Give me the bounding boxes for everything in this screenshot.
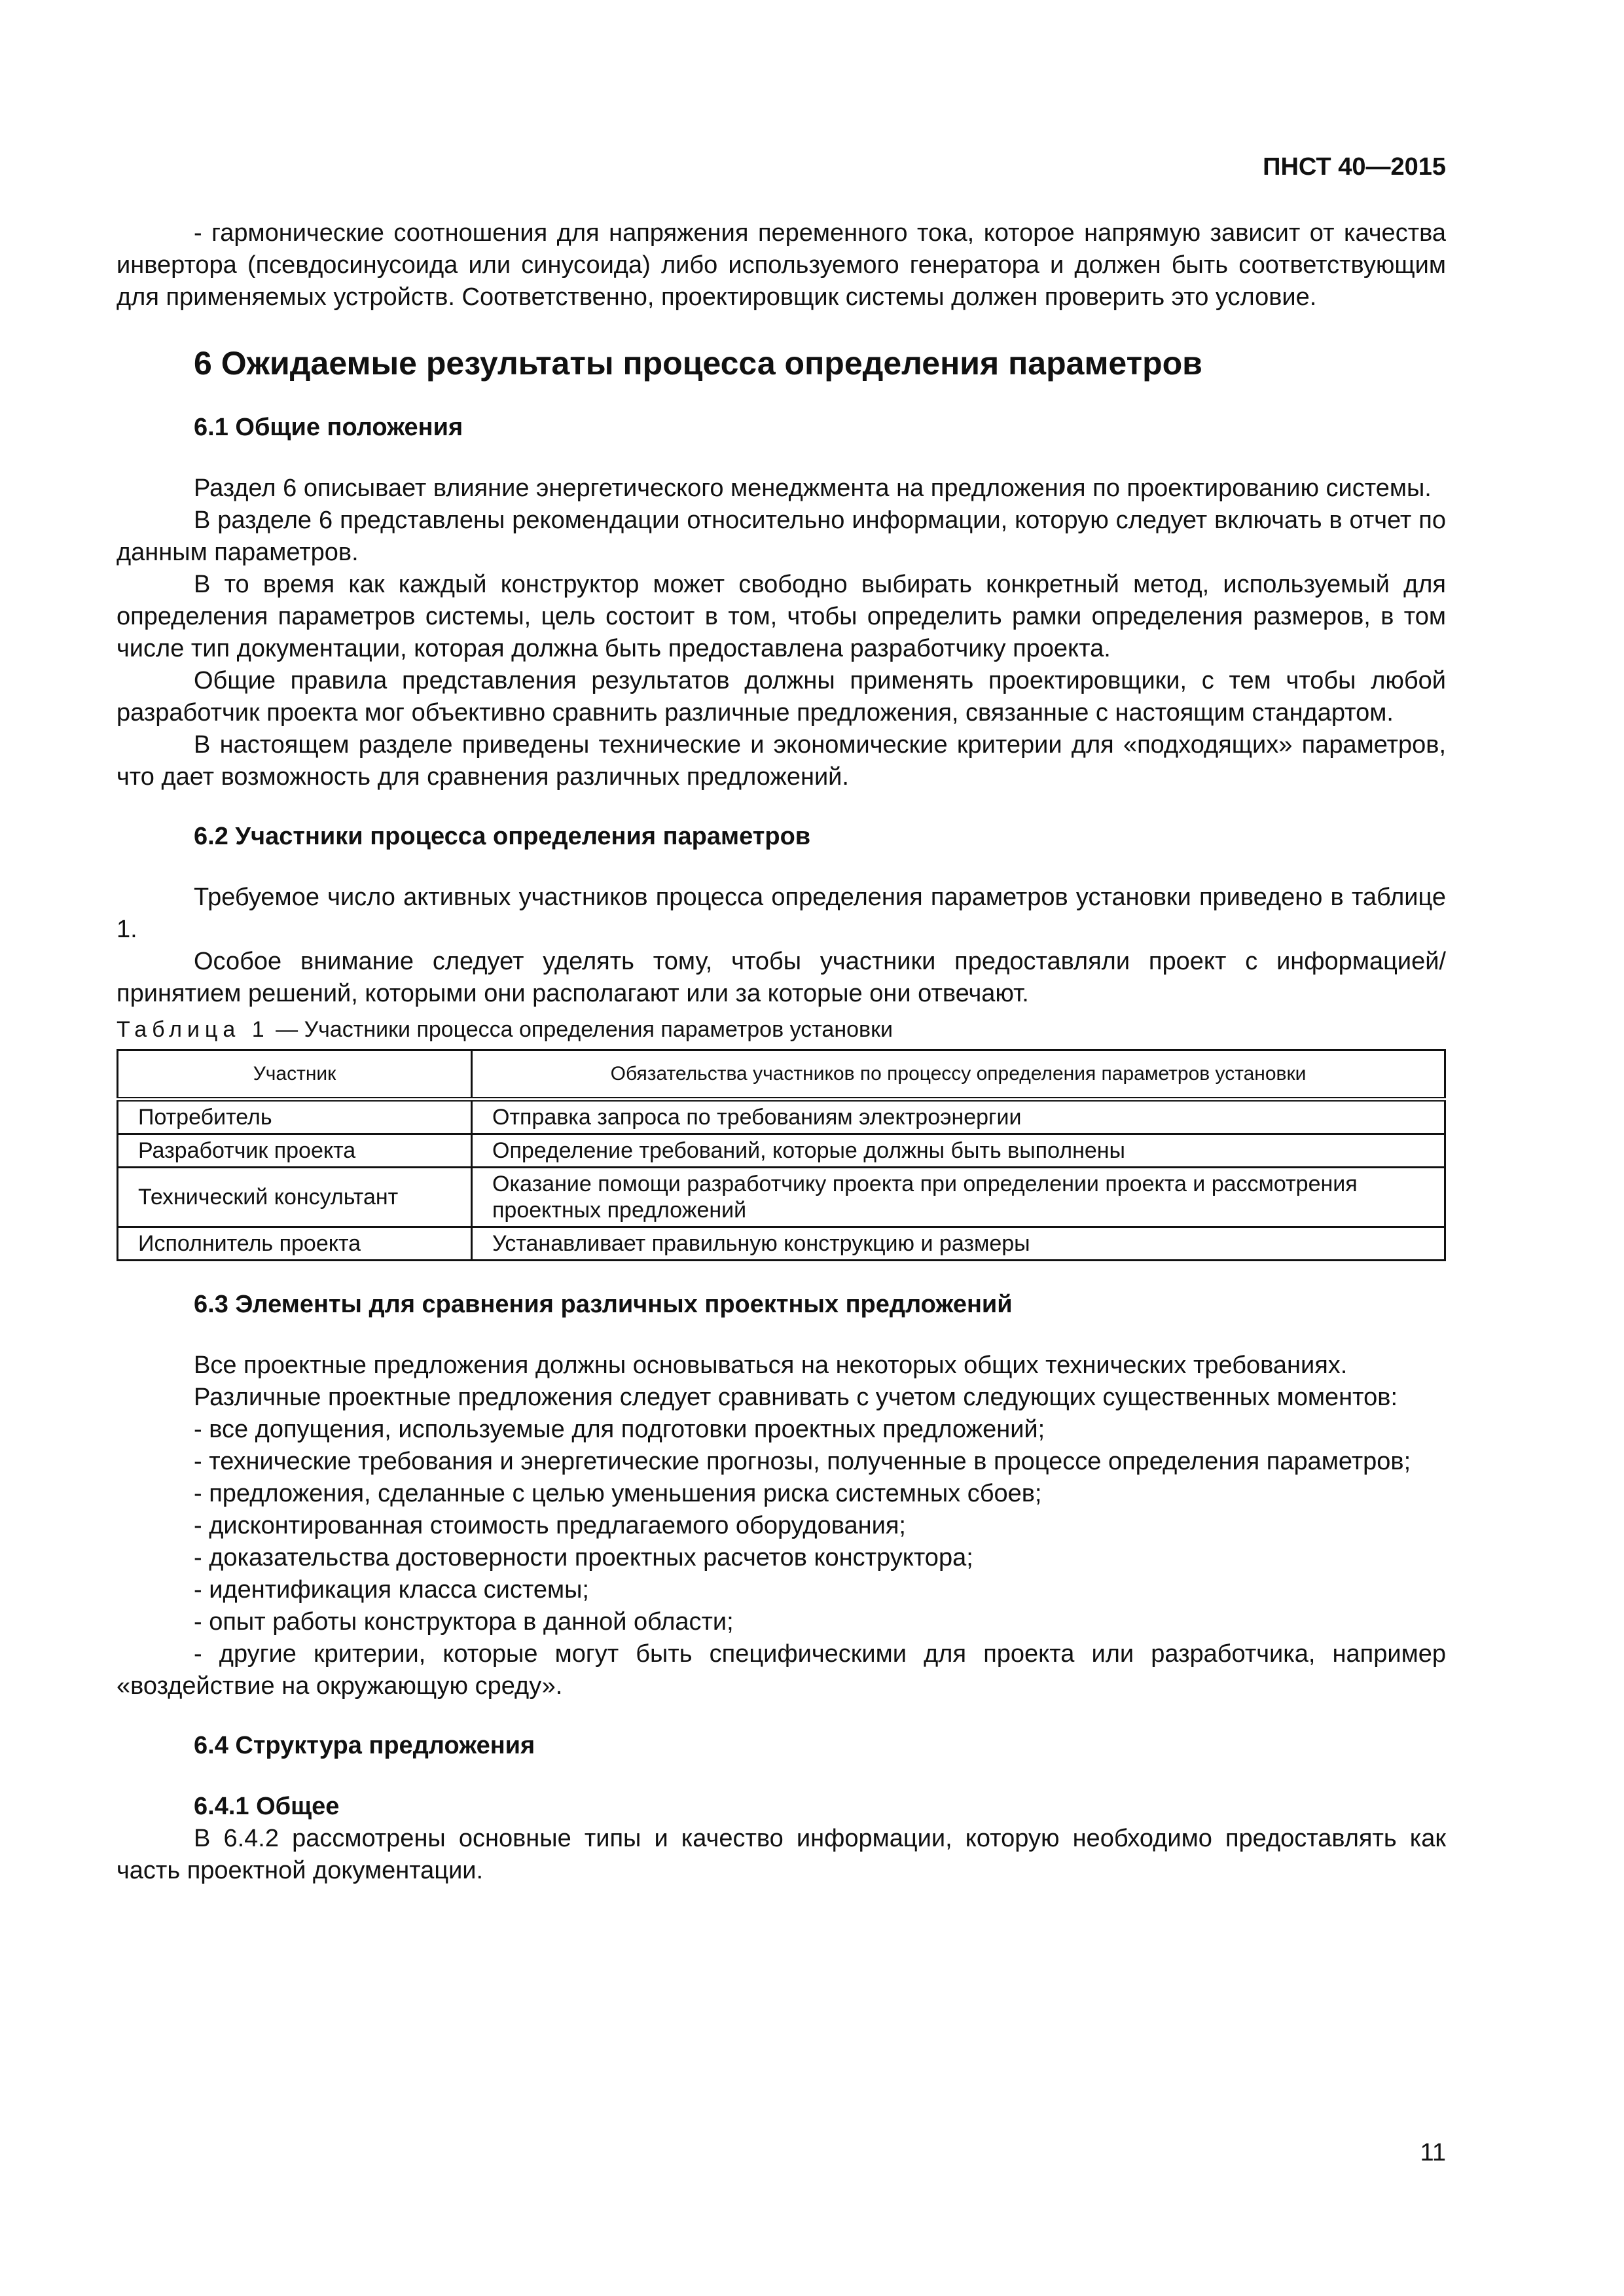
- paragraph: В 6.4.2 рассмотрены основные типы и качество информации, которую необходимо предоставлять как часть проектной документации.: [117, 1825, 1446, 1884]
- paragraph: Все проектные предложения должны основываться на некоторых общих технических требованиях.: [194, 1352, 1348, 1379]
- standard-code: ПНСТ 40—2015: [1263, 153, 1446, 181]
- paragraph: Общие правила представления результатов должны применять проектировщики, с тем чтобы любой разработчик проекта мог объективно сравнить различные предложения, связанные с настоящим стандартом.: [117, 667, 1446, 726]
- list-item: - другие критерии, которые могут быть специфическими для проекта или разработчика, например «воздействие на окружающую среду».: [117, 1640, 1446, 1700]
- table-caption-label: Таблица 1: [117, 1017, 270, 1042]
- table-header-cell: Обязательства участников по процессу определения параметров установки: [472, 1050, 1445, 1100]
- section-6-3-title: 6.3 Элементы для сравнения различных проектных предложений: [194, 1291, 1013, 1318]
- paragraph: Особое внимание следует уделять тому, чтобы участники предоставляли проект с информацией/принятием решений, которыми они располагают или за которые они отвечают.: [117, 948, 1446, 1007]
- table-row: [118, 1227, 1445, 1261]
- paragraph: Требуемое число активных участников процесса определения параметров установки приведено в таблице 1.: [117, 884, 1446, 943]
- table-cell: Отправка запроса по требованиям электроэнергии: [472, 1100, 1445, 1134]
- page-content: [117, 217, 1446, 1887]
- section-6-1-title: 6.1 Общие положения: [194, 414, 463, 441]
- list-item: - дисконтированная стоимость предлагаемого оборудования;: [194, 1512, 906, 1539]
- list-item: - доказательства достоверности проектных расчетов конструктора;: [194, 1544, 973, 1571]
- paragraph: Раздел 6 описывает влияние энергетического менеджмента на предложения по проектированию системы.: [194, 475, 1432, 502]
- page-number: 11: [1420, 2139, 1446, 2166]
- table-caption-text: — Участники процесса определения параметров установки: [269, 1017, 893, 1042]
- list-item: - предложения, сделанные с целью уменьшения риска системных сбоев;: [194, 1480, 1042, 1507]
- participants-table: [117, 1049, 1446, 1261]
- section-6-4-1-title: 6.4.1 Общее: [194, 1793, 340, 1820]
- table-cell: Определение требований, которые должны быть выполнены: [472, 1134, 1445, 1168]
- list-item: - технические требования и энергетические прогнозы, полученные в процессе определения параметров;: [194, 1448, 1411, 1475]
- section-6-2-title: 6.2 Участники процесса определения параметров: [194, 823, 811, 850]
- paragraph: Различные проектные предложения следует сравнивать с учетом следующих существенных моментов:: [194, 1384, 1398, 1411]
- list-item: - идентификация класса системы;: [194, 1576, 589, 1604]
- table-header-row: [118, 1050, 1445, 1100]
- table-cell: Потребитель: [118, 1100, 472, 1134]
- section-6-title: 6 Ожидаемые результаты процесса определения параметров: [194, 345, 1202, 382]
- intro-paragraph: - гармонические соотношения для напряжения переменного тока, которое напрямую зависит от качества инвертора (псевдосинусоида или синусоида) либо используемого генератора и должен быть соответствующим для применяемых устройств. Соответственно, проектировщик системы должен проверить это условие.: [117, 219, 1446, 311]
- paragraph: В разделе 6 представлены рекомендации относительно информации, которую следует включать в отчет по данным параметров.: [117, 507, 1446, 566]
- list-item: - все допущения, используемые для подготовки проектных предложений;: [194, 1416, 1045, 1443]
- table-row: [118, 1100, 1445, 1134]
- paragraph: В то время как каждый конструктор может свободно выбирать конкретный метод, используемый для определения параметров системы, цель состоит в том, чтобы определить рамки определения размеров, в том числе тип документации, которая должна быть предоставлена разработчику проекта.: [117, 571, 1446, 662]
- paragraph: В настоящем разделе приведены технические и экономические критерии для «подходящих» параметров, что дает возможность для сравнения различных предложений.: [117, 731, 1446, 791]
- section-6-4-title: 6.4 Структура предложения: [194, 1732, 535, 1759]
- table-caption: [117, 1016, 1446, 1043]
- table-row: [118, 1168, 1445, 1227]
- table-cell: Разработчик проекта: [118, 1134, 472, 1168]
- table-cell: Устанавливает правильную конструкцию и размеры: [472, 1227, 1445, 1261]
- table-header-cell: Участник: [118, 1050, 472, 1100]
- table-cell: Исполнитель проекта: [118, 1227, 472, 1261]
- table-cell: Оказание помощи разработчику проекта при определении проекта и рассмотрения проектных предложений: [472, 1168, 1445, 1227]
- list-item: - опыт работы конструктора в данной области;: [194, 1608, 734, 1636]
- table-row: [118, 1134, 1445, 1168]
- table-cell: Технический консультант: [118, 1168, 472, 1227]
